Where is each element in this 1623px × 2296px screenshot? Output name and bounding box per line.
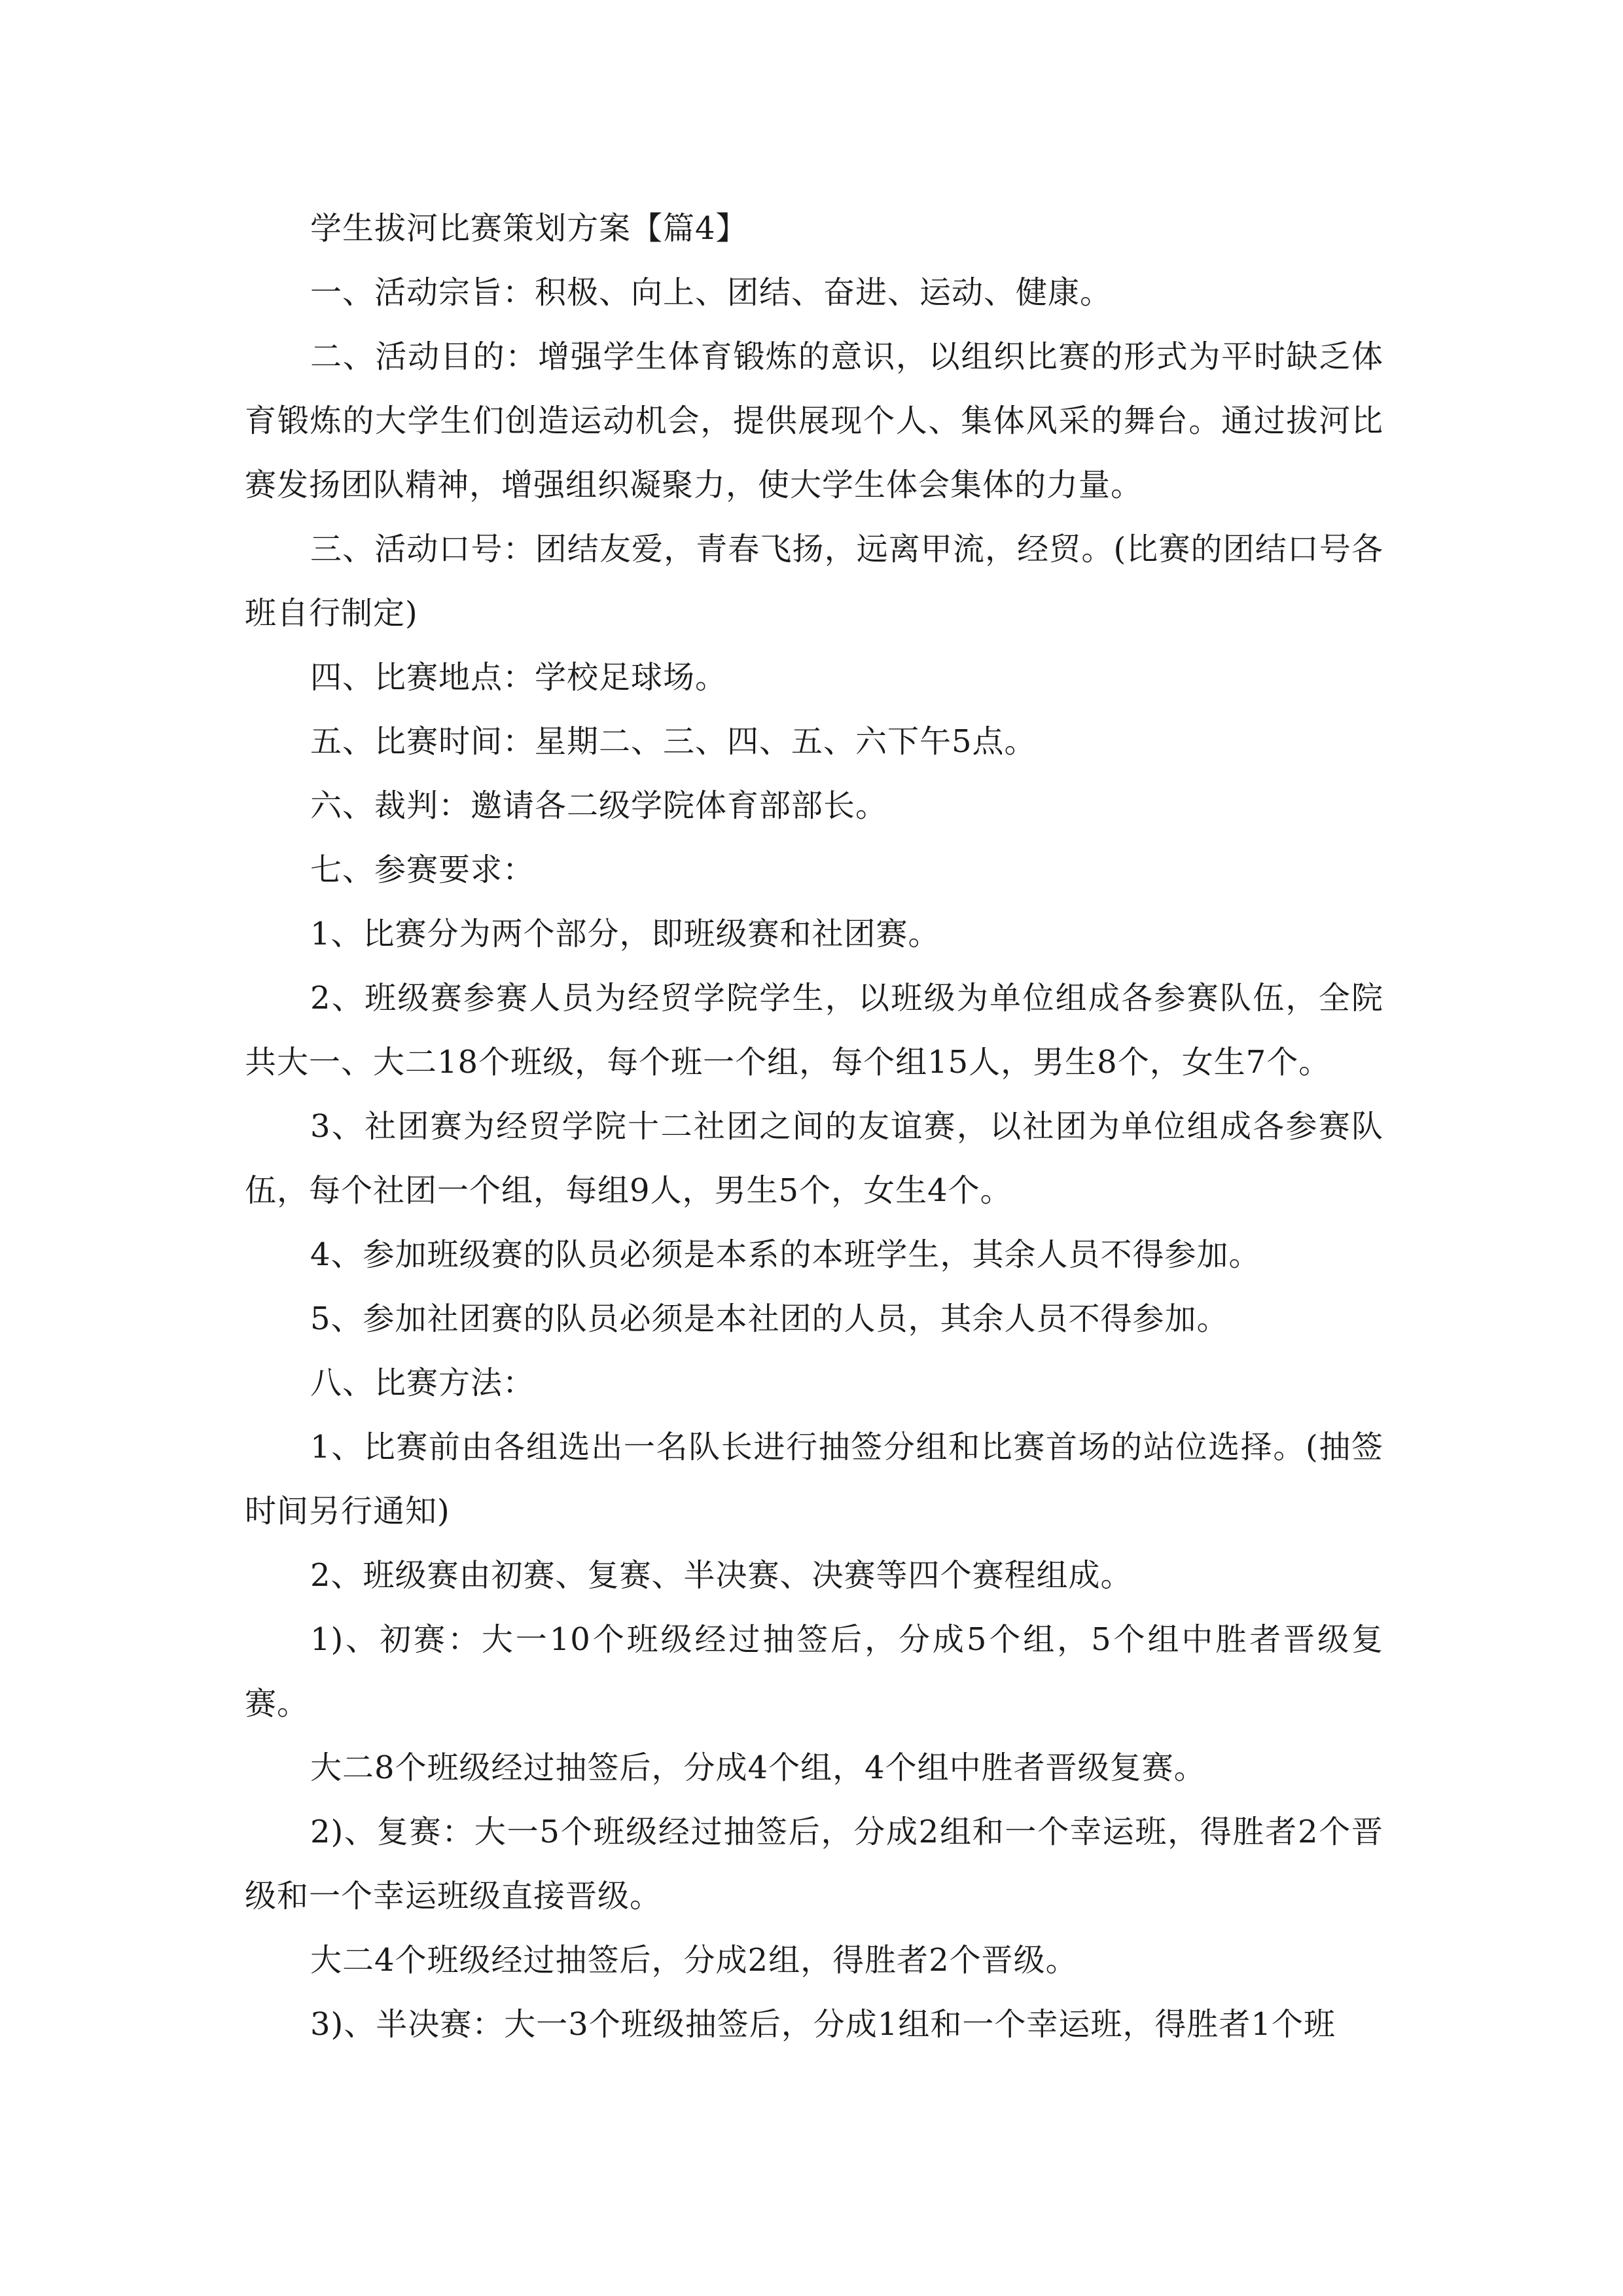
paragraph-second-round-second-year: 大二4个班级经过抽签后，分成2组，得胜者2个晋级。 <box>310 1942 1078 1979</box>
paragraph-preliminary-first-year: 1)、初赛：大一10个班级经过抽签后，分成5个组，5个组中胜者晋级复赛。 <box>245 1621 1383 1722</box>
paragraph-referee: 六、裁判：邀请各二级学院体育部部长。 <box>310 787 888 824</box>
paragraph-venue: 四、比赛地点：学校足球场。 <box>310 659 728 696</box>
paragraph-requirements-heading: 七、参赛要求： <box>310 852 535 888</box>
paragraph-method-1: 1、比赛前由各组选出一名队长进行抽签分组和比赛首场的站位选择。(抽签时间另行通知) <box>245 1429 1383 1530</box>
document-body <box>245 196 1383 2056</box>
paragraph-purpose-goal: 二、活动目的：增强学生体育锻炼的意识，以组织比赛的形式为平时缺乏体育锻炼的大学生们创造运动机会，提供展现个人、集体风采的舞台。通过拔河比赛发扬团队精神，增强组织凝聚力，使大学生体会集体的力量。 <box>245 338 1383 503</box>
paragraph-requirement-2: 2、班级赛参赛人员为经贸学院学生，以班级为单位组成各参赛队伍，全院共大一、大二18个班级，每个班一个组，每个组15人，男生8个，女生7个。 <box>245 980 1383 1081</box>
paragraph-method-2: 2、班级赛由初赛、复赛、半决赛、决赛等四个赛程组成。 <box>310 1557 1133 1594</box>
paragraph-method-heading: 八、比赛方法： <box>310 1365 535 1401</box>
paragraph-time: 五、比赛时间：星期二、三、四、五、六下午5点。 <box>310 723 1037 760</box>
paragraph-second-round-first-year: 2)、复赛：大一5个班级经过抽签后，分成2组和一个幸运班，得胜者2个晋级和一个幸运班级直接晋级。 <box>245 1814 1383 1914</box>
paragraph-semifinal-first-year: 3)、半决赛：大一3个班级抽签后，分成1组和一个幸运班，得胜者1个班 <box>310 2006 1336 2043</box>
paragraph-requirement-3: 3、社团赛为经贸学院十二社团之间的友谊赛，以社团为单位组成各参赛队伍，每个社团一个组，每组9人，男生5个，女生4个。 <box>245 1108 1383 1209</box>
paragraph-requirement-5: 5、参加社团赛的队员必须是本社团的人员，其余人员不得参加。 <box>310 1300 1229 1337</box>
paragraph-preliminary-second-year: 大二8个班级经过抽签后，分成4个组，4个组中胜者晋级复赛。 <box>310 1749 1206 1786</box>
document-title: 学生拔河比赛策划方案【篇4】 <box>310 210 748 247</box>
paragraph-requirement-1: 1、比赛分为两个部分，即班级赛和社团赛。 <box>310 916 940 952</box>
paragraph-purpose-tenet: 一、活动宗旨：积极、向上、团结、奋进、运动、健康。 <box>310 274 1113 311</box>
paragraph-requirement-4: 4、参加班级赛的队员必须是本系的本班学生，其余人员不得参加。 <box>310 1236 1261 1273</box>
paragraph-slogan: 三、活动口号：团结友爱，青春飞扬，远离甲流，经贸。(比赛的团结口号各班自行制定) <box>245 531 1383 632</box>
